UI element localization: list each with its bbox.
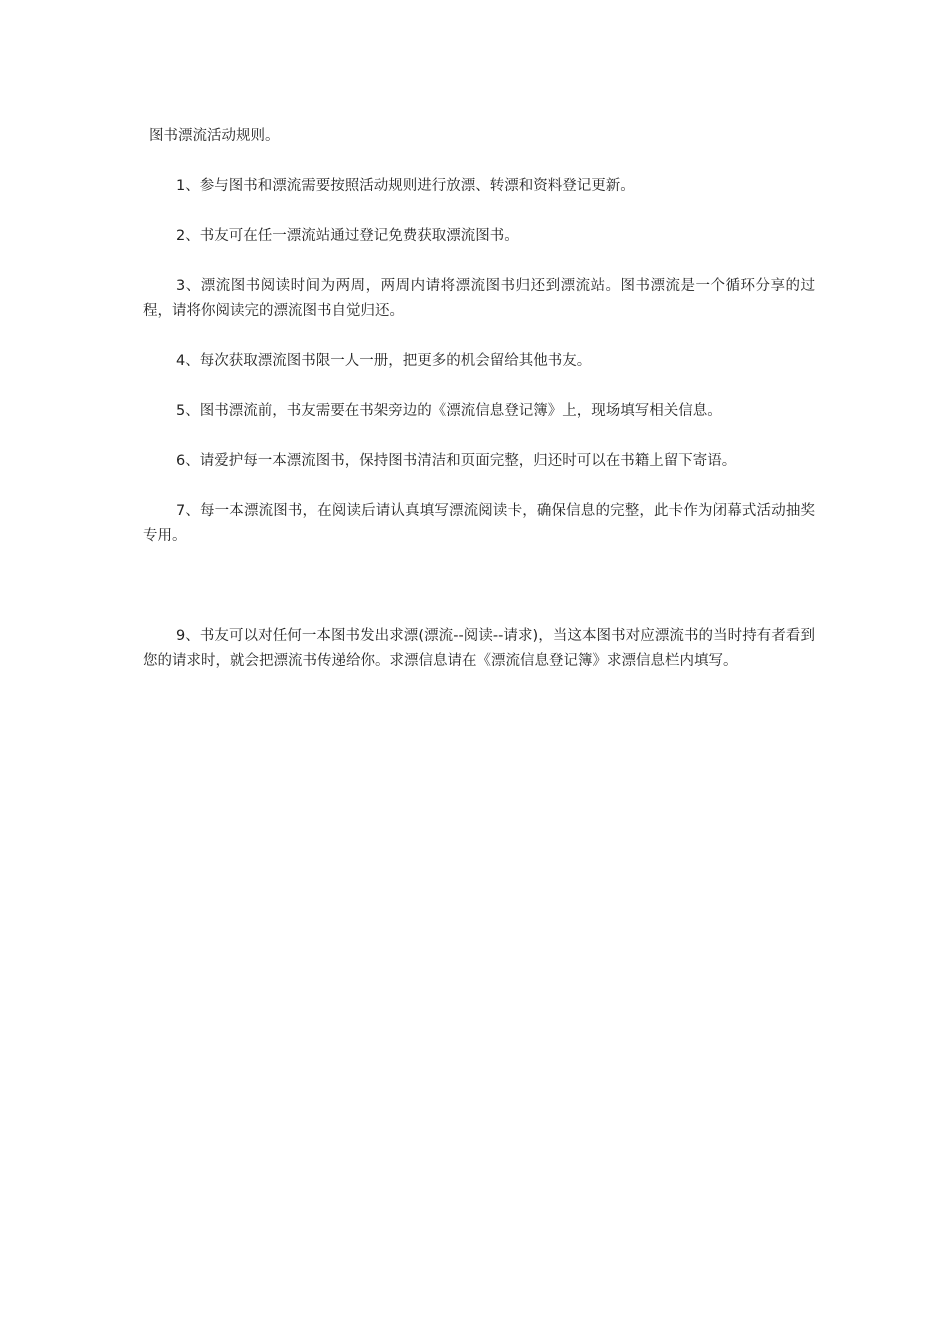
paragraph-spacer (143, 374, 815, 399)
paragraph-spacer (143, 324, 815, 349)
rule-9: 9、书友可以对任何一本图书发出求漂(漂流--阅读--请求)，当这本图书对应漂流书的当时持有者看到您的请求时，就会把漂流书传递给你。求漂信息请在《漂流信息登记簿》求漂信息栏内填写。 (143, 628, 815, 669)
paragraph-spacer (143, 424, 815, 449)
paragraph-spacer (143, 249, 815, 274)
paragraph-spacer (143, 149, 815, 174)
document-body (143, 124, 815, 674)
rule-6: 6、请爱护每一本漂流图书，保持图书清洁和页面完整，归还时可以在书籍上留下寄语。 (176, 453, 737, 469)
rule-3: 3、漂流图书阅读时间为两周，两周内请将漂流图书归还到漂流站。图书漂流是一个循环分享的过程，请将你阅读完的漂流图书自觉归还。 (143, 278, 815, 319)
rule-5: 5、图书漂流前，书友需要在书架旁边的《漂流信息登记簿》上，现场填写相关信息。 (176, 403, 722, 419)
paragraph-spacer (143, 549, 815, 624)
document-title: 图书漂流活动规则。 (149, 128, 280, 144)
rule-2: 2、书友可在任一漂流站通过登记免费获取漂流图书。 (176, 228, 519, 244)
rule-7: 7、每一本漂流图书，在阅读后请认真填写漂流阅读卡，确保信息的完整，此卡作为闭幕式活动抽奖专用。 (143, 503, 815, 544)
rule-4: 4、每次获取漂流图书限一人一册，把更多的机会留给其他书友。 (176, 353, 592, 369)
paragraph-spacer (143, 474, 815, 499)
paragraph-spacer (143, 199, 815, 224)
rule-1: 1、参与图书和漂流需要按照活动规则进行放漂、转漂和资料登记更新。 (176, 178, 635, 194)
